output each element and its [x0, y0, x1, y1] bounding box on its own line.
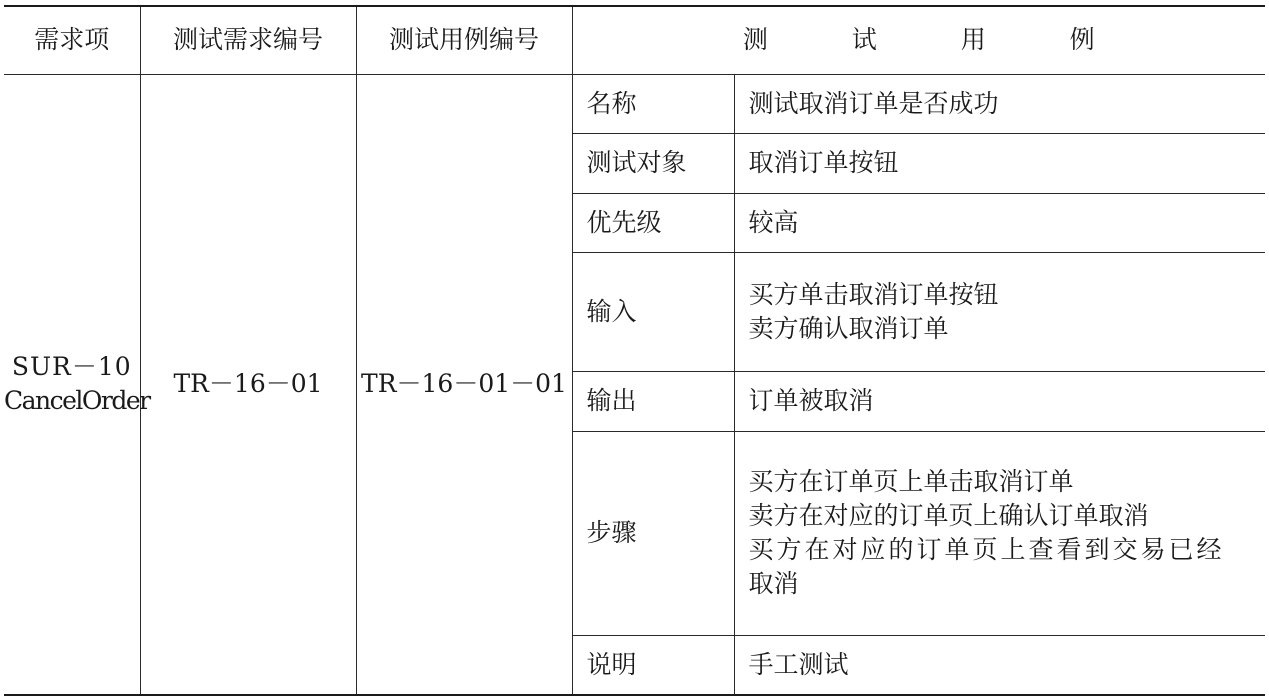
test-case-table — [4, 5, 1265, 696]
row-key-input: 输入 — [572, 252, 734, 371]
value-line: 卖方在对应的订单页上确认订单取消 — [748, 501, 1149, 530]
row-value-test-object — [734, 133, 1265, 193]
header-test-case-id: 测试用例编号 — [356, 6, 572, 74]
value-line: 手工测试 — [748, 649, 849, 679]
row-key-steps: 步骤 — [572, 431, 734, 635]
row-value-notes — [734, 635, 1265, 695]
value-line: 较高 — [748, 207, 799, 237]
value-line: 取消订单按钮 — [748, 148, 899, 177]
test-case-document — [4, 5, 1265, 694]
requirement-cell — [4, 74, 150, 695]
value-line: 订单被取消 — [748, 386, 874, 415]
row-value-priority — [734, 193, 1265, 252]
row-value-output — [734, 371, 1265, 431]
value-line: 测试取消订单是否成功 — [748, 88, 999, 118]
test-case-id-cell: TR－16－01－01 — [356, 74, 572, 695]
row-key-test-object: 测试对象 — [572, 133, 734, 193]
value-line: 买方在对应的订单页上查看到交易已经 — [748, 535, 1225, 564]
header-requirement: 需求项 — [4, 6, 140, 74]
header-test-case: 测 试 用 例 — [572, 6, 1265, 74]
header-row — [4, 6, 1265, 74]
value-line: 买方在订单页上单击取消订单 — [748, 467, 1074, 496]
row-key-name: 名称 — [572, 74, 734, 133]
row-key-priority: 优先级 — [572, 193, 734, 252]
requirement-code: SUR－10 — [11, 352, 132, 382]
value-line: 卖方确认取消订单 — [748, 313, 949, 343]
requirement-name: CancelOrder — [4, 386, 150, 416]
row-value-steps — [734, 431, 1265, 635]
row-key-notes: 说明 — [572, 635, 734, 695]
row-value-input — [734, 252, 1265, 371]
table-row — [4, 74, 1265, 133]
value-line: 买方单击取消订单按钮 — [748, 279, 999, 309]
row-value-name — [734, 74, 1265, 133]
value-line: 取消 — [748, 569, 799, 598]
row-key-output: 输出 — [572, 371, 734, 431]
test-requirement-id-cell: TR－16－01 — [140, 74, 356, 695]
header-test-requirement-id: 测试需求编号 — [140, 6, 356, 74]
